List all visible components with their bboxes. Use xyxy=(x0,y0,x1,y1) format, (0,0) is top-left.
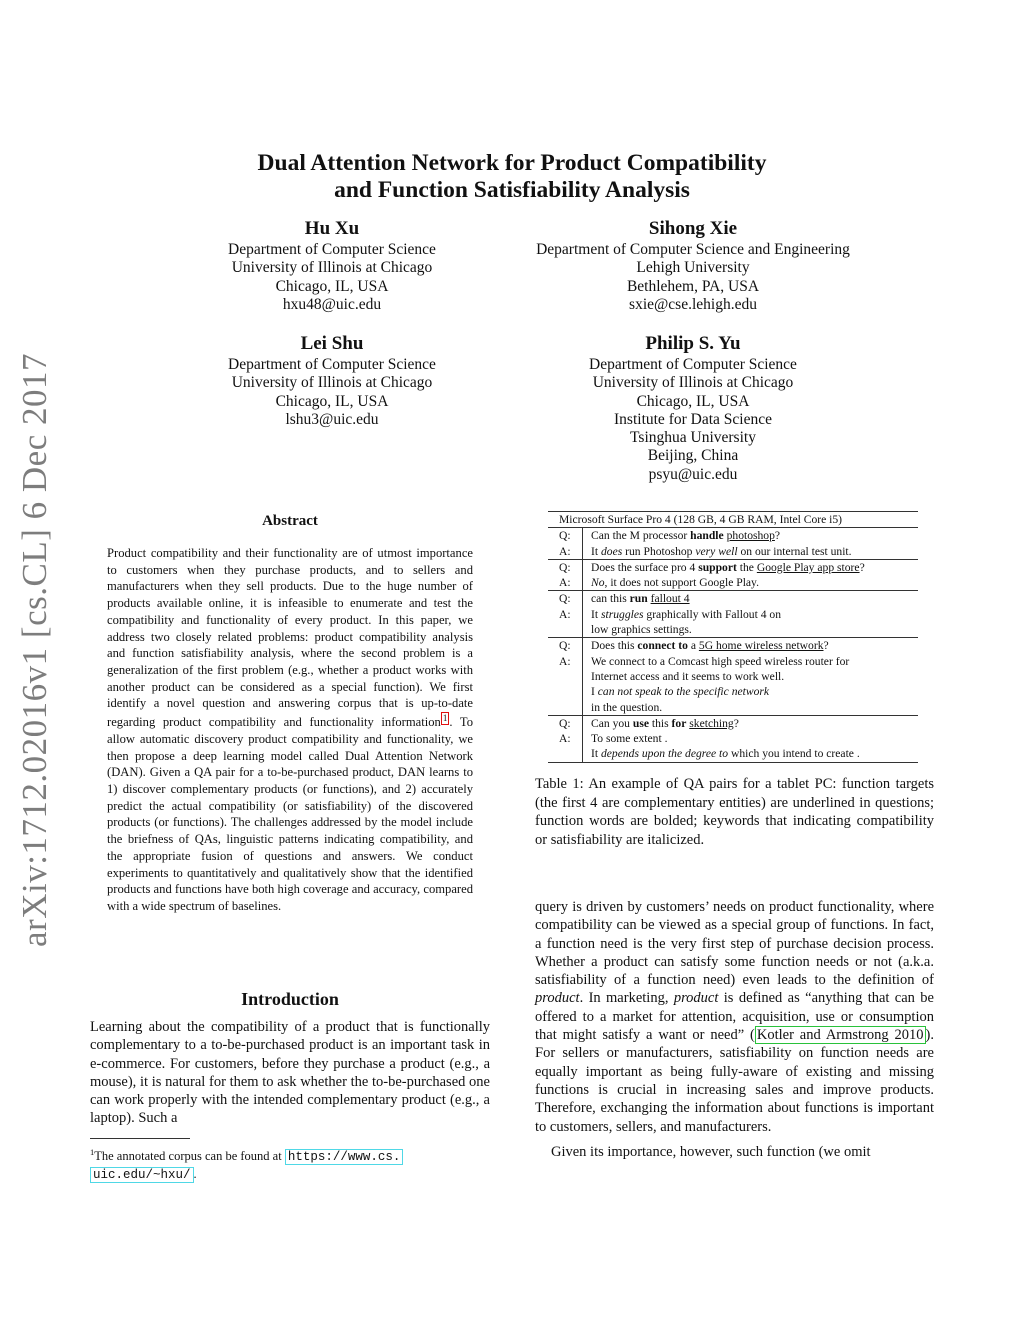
question-label: Q: xyxy=(559,529,571,543)
answer-row xyxy=(548,654,918,715)
author-location: Chicago, IL, USA xyxy=(275,277,389,295)
paragraph: query is driven by customers’ needs on product functionality, where compatibility can be viewed as a special group of functions. In fact, a function need is the very first step of purchase decision process. Whether a product can satisfy some function needs or not (a.k.a. satisfiability of a function need) even leads to the definition of product. In marketing, product is defined as “anything that can be offered to a market for attention, acquisition, use or consumption that might satisfy a want or need” ( Kotler and Armstrong 2010 ). For sellers or manufacturers, satisfiability on function needs are equally important as being fully-aware of existing and missing functions is crucial in increasing sales and improve products. Therefore, exchanging the information about functions is important to customers, sellers, and manufacturers. xyxy=(535,899,934,1135)
question-row xyxy=(548,560,918,575)
function-word: support xyxy=(698,560,737,574)
keyword: struggles xyxy=(600,607,644,621)
introduction-heading: Introduction xyxy=(241,989,339,1009)
qa-table xyxy=(548,511,918,763)
author-name: Sihong Xie xyxy=(648,218,738,239)
arxiv-identifier: arXiv:1712.02016v1 [cs.CL] 6 Dec 2017 xyxy=(15,353,55,947)
citation-link[interactable]: Kotler and Armstrong 2010 xyxy=(756,1027,924,1044)
author-location: Bethlehem, PA, USA xyxy=(626,277,760,295)
answer-row xyxy=(548,731,918,762)
author-email: sxie@cse.lehigh.edu xyxy=(629,295,757,313)
author-block-hu-xu xyxy=(190,217,474,314)
qa-pair xyxy=(548,560,918,592)
keyword: does xyxy=(600,544,623,558)
keyword: very well xyxy=(695,544,738,558)
keyword: depends upon the degree to xyxy=(600,747,729,761)
qa-pair xyxy=(548,528,918,560)
author-email: hxu48@uic.edu xyxy=(282,295,382,313)
question-label: Q: xyxy=(559,639,571,653)
question-text: can this run fallout 4 xyxy=(582,591,918,606)
author-name: Hu Xu xyxy=(304,218,360,239)
footnote-divider xyxy=(90,1138,190,1139)
answer-row xyxy=(548,544,918,559)
author-block-lei-shu xyxy=(190,332,474,429)
answer-row xyxy=(548,607,918,638)
answer-text: No, it does not support Google Play. xyxy=(582,575,918,590)
question-text: Can the M processor handle photoshop? xyxy=(582,528,918,543)
author-block-philip-yu xyxy=(512,332,874,484)
footnote-end: . xyxy=(193,1167,197,1182)
answer-label: A: xyxy=(559,732,571,746)
keyword: can not speak to the specific network xyxy=(597,685,770,699)
function-word: connect to xyxy=(637,639,688,653)
question-label: Q: xyxy=(559,592,571,606)
author-email: lshu3@uic.edu xyxy=(285,410,379,428)
author-name: Philip S. Yu xyxy=(645,333,741,354)
footnote-mark: 1 xyxy=(90,1147,95,1157)
title-line-2: and Function Satisfiability Analysis xyxy=(334,177,690,203)
answer-label: A: xyxy=(559,654,571,668)
question-row xyxy=(548,591,918,606)
question-row xyxy=(548,528,918,543)
table-header-product: Microsoft Surface Pro 4 (128 GB, 4 GB RAM, Intel Core i5) xyxy=(548,512,918,528)
function-word: for xyxy=(671,716,687,730)
question-label: Q: xyxy=(559,560,571,574)
footnote-text: The annotated corpus can be found at xyxy=(94,1149,285,1164)
qa-pair xyxy=(548,591,918,638)
author-name: Lei Shu xyxy=(300,333,364,354)
footnote-reference-link[interactable]: 1 xyxy=(442,713,448,724)
function-word: handle xyxy=(690,529,724,543)
function-target: Google Play app store xyxy=(756,560,860,574)
question-row xyxy=(548,716,918,731)
paper-title xyxy=(0,150,1024,204)
qa-pair xyxy=(548,638,918,715)
author-location: Beijing, China xyxy=(647,447,739,465)
answer-text: To some extent . It depends upon the degree to which you intend to create . xyxy=(582,731,918,762)
answer-label: A: xyxy=(559,607,571,621)
function-word: use xyxy=(632,716,649,730)
right-column-body xyxy=(535,898,934,1161)
author-email: psyu@uic.edu xyxy=(648,465,738,483)
answer-text: It struggles graphically with Fallout 4 on low graphics settings. xyxy=(582,607,918,638)
author-affiliation: Department of Computer Science xyxy=(589,356,797,373)
function-target: fallout 4 xyxy=(650,592,690,606)
question-row xyxy=(548,638,918,653)
question-label: Q: xyxy=(559,716,571,730)
author-affiliation: Department of Computer Science and Engineering xyxy=(536,241,850,258)
footnote xyxy=(90,1144,495,1184)
author-affiliation: University of Illinois at Chicago xyxy=(231,374,433,392)
author-affiliation: University of Illinois at Chicago xyxy=(231,259,433,277)
author-affiliation: Institute for Data Science xyxy=(614,410,772,428)
question-text: Does the surface pro 4 support the Google Play app store? xyxy=(582,560,918,575)
answer-label: A: xyxy=(559,576,571,590)
function-target: sketching xyxy=(689,716,734,730)
title-line-1: Dual Attention Network for Product Compatibility xyxy=(257,150,767,176)
author-affiliation: Lehigh University xyxy=(636,259,750,277)
qa-pair xyxy=(548,716,918,763)
answer-row xyxy=(548,575,918,590)
paragraph: Given its importance, however, such function (we omit xyxy=(551,1143,871,1160)
abstract-text: . To allow automatic discovery product compatibility and functionality, we then propose a deep learning model called Dual Attention Network (DAN). Given a QA pair for a to-be-purchased product, DAN learns to 1) discover complementary products (or functions), and 2) accurately predict the actual compatibility (or satisfiability) of the discovered products (or functions). The challenges addressed by the model include the briefness of QAs, linguistic patterns indicating compatibility, and the appropriate fusion of questions and answers. We conduct experiments to quantitatively and qualitatively show that the identified products and functions have both high coverage and accuracy, compared with a wide spectrum of baselines. xyxy=(107,715,473,913)
author-block-sihong-xie xyxy=(512,217,874,314)
answer-text: It does run Photoshop very well on our internal test unit. xyxy=(582,544,918,559)
author-affiliation: Tsinghua University xyxy=(630,429,756,447)
question-text: Does this connect to a 5G home wireless network? xyxy=(582,638,918,653)
abstract-text: Product compatibility and their functionality are of utmost importance to customers when they purchase products, and to sellers and manufacturers when they sell products. Due to the huge number of products available online, it is infeasible to enumerate and test the compatibility and functionality of every product. In this paper, we address two closely related problems: product compatibility analysis and function satisfiability analysis, where the second problem is a generalization of the first problem (e.g., whether a product works with another product can be considered as a special function). We first identify a novel question and answering corpus that is up-to-date regarding product compatibility and functionality information xyxy=(107,546,473,730)
author-affiliation: University of Illinois at Chicago xyxy=(592,374,794,392)
keyword: No xyxy=(591,576,605,590)
author-affiliation: Department of Computer Science xyxy=(228,241,436,258)
function-word: run xyxy=(629,592,648,606)
introduction-body: Learning about the compatibility of a product that is functionally complementary to a to-be-purchased product is an important task in e-commerce. For customers, before they purchase a product (e.g., a mouse), it is natural for them to ask whether the to-be-purchased one can work properly with the intended complementary product (e.g., a laptop). Such a xyxy=(90,1019,490,1127)
function-target: 5G home wireless network xyxy=(698,639,824,653)
abstract-heading: Abstract xyxy=(262,513,318,529)
answer-text: We connect to a Comcast high speed wireless router for Internet access and it seems to work well. I can not speak to the specific network in the question. xyxy=(582,654,918,715)
footnote-url-link-continued[interactable]: uic.edu/~hxu/ xyxy=(90,1167,194,1183)
author-affiliation: Department of Computer Science xyxy=(228,356,436,373)
author-location: Chicago, IL, USA xyxy=(275,392,389,410)
function-target: photoshop xyxy=(726,529,775,543)
question-text: Can you use this for sketching? xyxy=(582,716,918,731)
author-location: Chicago, IL, USA xyxy=(636,392,750,410)
answer-label: A: xyxy=(559,544,571,558)
abstract-body xyxy=(107,545,473,915)
arxiv-stamp xyxy=(12,353,58,947)
footnote-url-link[interactable]: https://www.cs. xyxy=(285,1149,404,1165)
table-caption: Table 1: An example of QA pairs for a tablet PC: function targets (the first 4 are complementary entities) are underlined in questions; function words are bolded; keywords that indicating compatibility or satisfiability are italicized. xyxy=(535,776,934,848)
